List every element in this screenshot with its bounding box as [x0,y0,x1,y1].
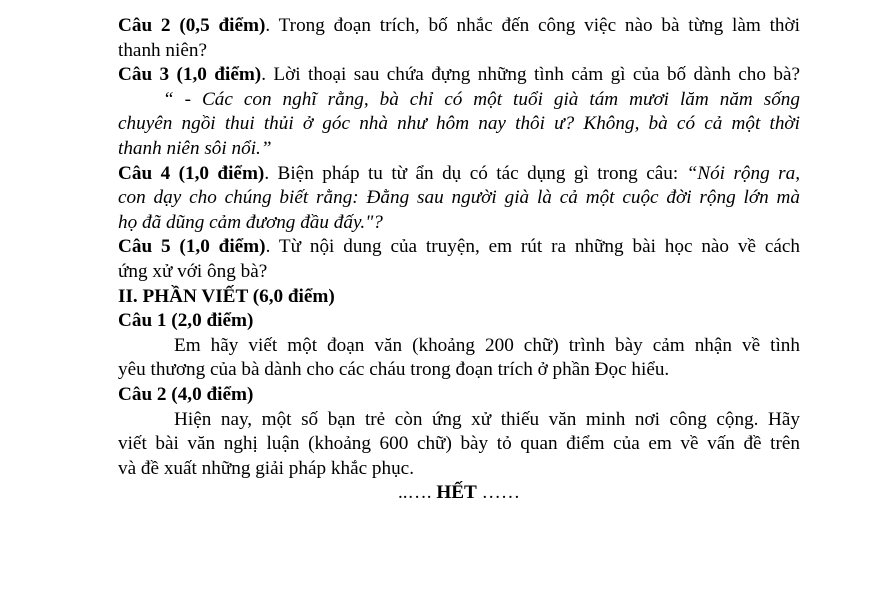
q3-quote-1: “ - Các con nghĩ rằng, bà chỉ có một tuổi già tám mươi lăm năm sống [163,88,800,110]
section-2-title: II. PHẦN VIẾT (6,0 điểm) [118,285,335,307]
q4-line-1 [118,162,800,187]
w1-line-2: yêu thương của bà dành cho các cháu trong đoạn trích ở phần Đọc hiểu. [118,359,670,381]
w2-heading: Câu 2 (4,0 điểm) [118,383,254,405]
q2-heading: Câu 2 (0,5 điểm) [118,15,266,36]
q2-line-2: thanh niên? [118,39,207,61]
end-dots-left: ..…. [397,482,437,504]
q5-line-1 [118,235,800,260]
q3-heading: Câu 3 (1,0 điểm) [118,64,262,86]
end-dots-right: …… [476,482,521,504]
q3-text-1: . Lời thoại sau chứa đựng những tình cảm gì của bố dành cho bà? [261,64,800,86]
q2-text-1: . Trong đoạn trích, bố nhắc đến công việc nào bà từng làm thời [265,15,800,36]
q3-quote-2: chuyên ngồi thui thủi ở góc nhà như hôm nay thôi ư? Không, bà có cả một thời [118,113,800,135]
w2-line-1: Hiện nay, một số bạn trẻ còn ứng xử thiếu văn minh nơi công cộng. Hãy [174,408,800,430]
end-word: HẾT [436,482,477,504]
q4-text-1: . Biện pháp tu từ ẩn dụ có tác dụng gì trong câu: [264,162,687,184]
exam-page [118,14,800,506]
w2-line-3: và đề xuất những giải pháp khắc phục. [118,457,414,479]
q4-heading: Câu 4 (1,0 điểm) [118,162,265,184]
w1-line-1: Em hãy viết một đoạn văn (khoảng 200 chữ) trình bày cảm nhận về tình [174,334,800,356]
q5-heading: Câu 5 (1,0 điểm) [118,236,266,258]
q4-quote-3: họ đã dũng cảm đương đầu đấy."? [118,211,383,233]
q4-quote-2: con dạy cho chúng biết rằng: Đằng sau người già là cả một cuộc đời rộng lớn mà [118,187,800,209]
q4-quote-start: “Nói rộng ra, [686,162,800,184]
w1-heading: Câu 1 (2,0 điểm) [118,310,254,332]
q3-quote-3: thanh niên sôi nổi.” [118,137,272,159]
q5-line-2: ứng xử với ông bà? [118,260,268,282]
q3-line-1 [118,63,800,88]
q5-text-1: . Từ nội dung của truyện, em rút ra những bài học nào về cách [265,236,800,258]
end-marker [118,481,800,506]
w2-line-2: viết bài văn nghị luận (khoảng 600 chữ) bày tỏ quan điểm của em về vấn đề trên [118,433,800,455]
q2-line-1 [118,14,800,39]
